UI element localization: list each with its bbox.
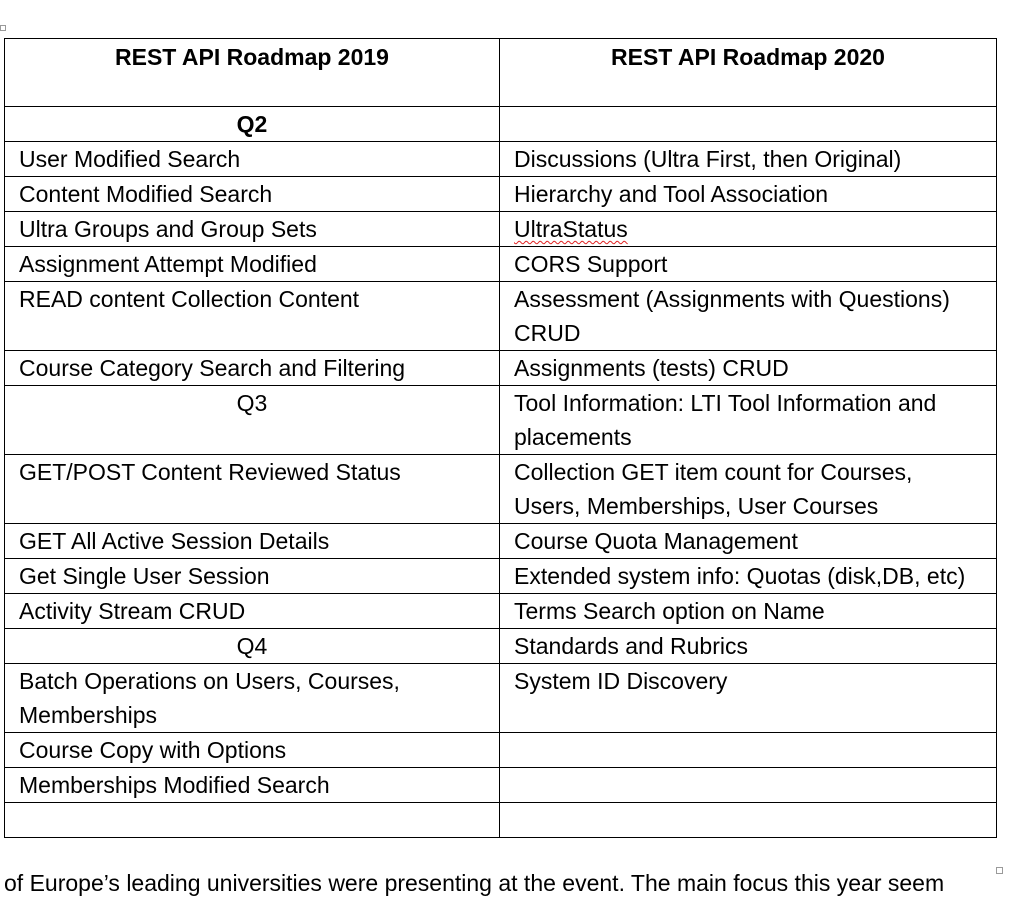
table-row [5, 142, 997, 177]
table-cell: CORS Support [500, 247, 997, 282]
table-row [5, 282, 997, 351]
header-2020: REST API Roadmap 2020 [500, 39, 997, 107]
table-row [5, 768, 997, 803]
table-row [5, 803, 997, 838]
table-cell: Assessment (Assignments with Questions) CRUD [500, 282, 997, 351]
table-cell: Extended system info: Quotas (disk,DB, etc) [500, 559, 997, 594]
table-header-row [5, 39, 997, 107]
table-cell: Course Category Search and Filtering [5, 351, 500, 386]
table-cell: Course Quota Management [500, 524, 997, 559]
table-resize-handle[interactable] [996, 867, 1003, 874]
table-row [5, 629, 997, 664]
table-cell: Batch Operations on Users, Courses, Memberships [5, 664, 500, 733]
table-cell: System ID Discovery [500, 664, 997, 733]
table-cell: READ content Collection Content [5, 282, 500, 351]
table-cell [500, 768, 997, 803]
spellcheck-flagged-word: UltraStatus [514, 216, 628, 242]
table-move-handle[interactable] [0, 25, 6, 31]
table-row [5, 733, 997, 768]
table-row [5, 107, 997, 142]
roadmap-table [4, 38, 997, 838]
quarter-label-q4: Q4 [5, 629, 500, 664]
table-row [5, 177, 997, 212]
table-cell: Tool Information: LTI Tool Information and placements [500, 386, 997, 455]
table-cell: User Modified Search [5, 142, 500, 177]
table-cell: Activity Stream CRUD [5, 594, 500, 629]
body-paragraph: of Europe’s leading universities were presenting at the event. The main focus this year seem [4, 870, 945, 896]
table-cell: GET/POST Content Reviewed Status [5, 455, 500, 524]
table-row [5, 455, 997, 524]
table-row [5, 559, 997, 594]
quarter-label-q3: Q3 [5, 386, 500, 455]
table-cell: Get Single User Session [5, 559, 500, 594]
header-2019: REST API Roadmap 2019 [5, 39, 500, 107]
table-row [5, 664, 997, 733]
table-cell: Terms Search option on Name [500, 594, 997, 629]
table-cell [500, 733, 997, 768]
table-cell: Collection GET item count for Courses, Users, Memberships, User Courses [500, 455, 997, 524]
table-row [5, 386, 997, 455]
table-row [5, 524, 997, 559]
table-row [5, 212, 997, 247]
table-cell: Memberships Modified Search [5, 768, 500, 803]
table-cell: Ultra Groups and Group Sets [5, 212, 500, 247]
table-row [5, 351, 997, 386]
table-cell [500, 107, 997, 142]
table-cell [500, 803, 997, 838]
table-cell: GET All Active Session Details [5, 524, 500, 559]
table-cell [5, 803, 500, 838]
table-row [5, 594, 997, 629]
table-cell [500, 212, 997, 247]
table-cell: Content Modified Search [5, 177, 500, 212]
table-cell: Course Copy with Options [5, 733, 500, 768]
table-cell: Assignments (tests) CRUD [500, 351, 997, 386]
quarter-label-q2: Q2 [5, 107, 500, 142]
table-cell: Standards and Rubrics [500, 629, 997, 664]
table-row [5, 247, 997, 282]
table-cell: Hierarchy and Tool Association [500, 177, 997, 212]
table-cell: Discussions (Ultra First, then Original) [500, 142, 997, 177]
table-cell: Assignment Attempt Modified [5, 247, 500, 282]
